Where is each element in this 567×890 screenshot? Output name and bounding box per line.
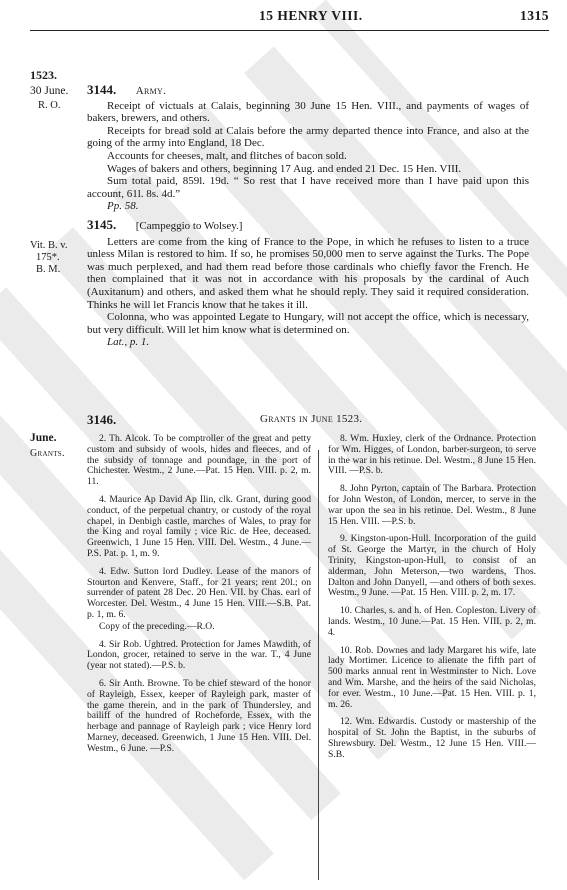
grant-item: 10. Charles, s. and h. of Hen. Copleston. Livery of lands. Westm., 10 June.—Pat. 15 Hen. VIII. p. 2, m. 4. — [328, 605, 536, 638]
entry-3144 — [87, 84, 529, 213]
grant-item: 12. Wm. Edwardis. Custody or mastership of the hospital of St. John the Baptist, in the suburbs of Shrewsbury. Del. Westm., 12 June 15 Hen. VIII.—S.B. — [328, 716, 536, 760]
grant-item: 8. Wm. Huxley, clerk of the Ordnance. Protection for Wm. Higges, of London, barber-surgeon, to serve in the war in his retinue. Del. Westm., 8 June 15 Hen. VIII. —P.S. b. — [328, 433, 536, 477]
grants-left-column — [87, 434, 311, 762]
grant-item: Copy of the preceding.—R.O. — [99, 620, 215, 632]
margin-date: 30 June. — [30, 85, 69, 97]
entry-3145 — [87, 219, 529, 349]
entry-heading-3144: Army. — [135, 85, 167, 97]
entry-3145-language: Lat., p. 1. — [107, 336, 150, 349]
grant-item: 2. Th. Alcok. To be comptroller of the great and petty custom and subsidy of wools, hides and fleeces, and of the subsidy of tonnage and poundage, in the port of Chichester. Westm., 2 June.—Pat. 15 Hen. VIII. p. 2, m. 11. — [87, 433, 311, 488]
margin-year: 1523. — [30, 68, 57, 82]
entry-3145-para-1: Letters are come from the king of France to the Pope, in which he refuses to listen to a truce unless Milan is restored to him. If so, he promises 50,000 men to serve against the Turks. The Pope was much perplexed, and had them read before those cardinals who chiefly favor the French. He then complained that it was not in accordance with his proposals by the cardinal of Auch (Auxitanum) and others, and asked them what he should reply. They said it required consideration. Thinks he will let Francis know that he takes it ill. — [87, 235, 529, 311]
entry-number-3144: 3144. — [87, 82, 117, 97]
margin-grants-label: Grants. — [30, 448, 65, 459]
column-divider — [318, 450, 319, 880]
grant-item: 4. Sir Rob. Ughtred. Protection for James Mawdith, of London, grocer, retained to serve in the war. T., 4 June (year not stated).—P.S. b. — [87, 638, 311, 672]
entry-3144-pages: Pp. 58. — [107, 200, 139, 213]
entry-3145-para-2: Colonna, who was appointed Legate to Hungary, will not accept the office, which is necessary, but very difficult. Will let him know what is determined on. — [87, 311, 529, 336]
grant-item: 9. Kingston-upon-Hull. Incorporation of the guild of St. George the Martyr, in the church of Holy Trinity, Kingston-upon-Hull, to consist of an alderman, John Meterson,—two wardens, Thos. Dalton and John Danyell, —and others of both sexes. Westm., 9 June. —Pat. 15 Hen. VIII. p. 2, m. 17. — [328, 533, 536, 599]
header-rule — [30, 30, 549, 31]
grants-right-column — [328, 434, 536, 768]
entry-3144-para-4: Wages of bakers and others, beginning 17 Aug. and ended 21 Dec. 15 Hen. VIII. — [107, 162, 462, 175]
entry-3146-heading-row — [87, 412, 529, 428]
entry-number-3145: 3145. — [87, 217, 117, 232]
entry-number-3146: 3146. — [87, 412, 117, 427]
margin-ref-3144: R. O. — [38, 100, 61, 111]
margin-ref-3145-a: Vit. B. v. — [30, 240, 68, 251]
entry-heading-3146: Grants in June 1523. — [260, 413, 363, 425]
margin-ref-3145-b: 175*. — [36, 252, 60, 263]
entry-heading-3145: [Campeggio to Wolsey.] — [135, 220, 243, 232]
entry-3144-para-3: Accounts for cheeses, malt, and flitches of bacon sold. — [107, 149, 347, 162]
margin-month-3146: June. — [30, 432, 57, 444]
grant-item: 4. Edw. Sutton lord Dudley. Lease of the manors of Stourton and Kenvere, Staff., for 21 years; rent 20l.; on surrender of patent 28 Dec. 20 Hen. VII. by Chas. earl of Worcester. Del. Westm., 4 June 15 Hen. VIII.—S.B. Pat. p. 1, m. 6. — [87, 565, 311, 620]
grant-item: 4. Maurice Ap David Ap Ilin, clk. Grant, during good conduct, of the perpetual chantry, or custody of the royal chapel, in Denbigh castle, marches of Wales, to pray for the King and royal family ; vice Ric. de Hee, deceased. Greenwich, 1 June 15 Hen. VIII. Del. Westm., 4 June.—P.S. Pat. p. 1, m. 9. — [87, 493, 311, 559]
grant-item: 10. Rob. Downes and lady Margaret his wife, late lady Mortimer. Licence to alienate the fifth part of 500 marks annual rent in Westminster to Nich. Love and Wm. Marshe, and the heirs of the said Nicholas, for ever. Westm., 10 June.—Pat. 15 Hen. VIII. p. 1, m. 26. — [328, 644, 536, 710]
grant-item: 6. Sir Anth. Browne. To be chief steward of the honor of Rayleigh, Essex, keeper of Rayleigh park, master of the game therein, and in the park of Thundersley, and bailiff of the hundred of Rocheforde, Essex, with the herbage and pannage of Rayleigh park ; vice Henry lord Marney, deceased. Greenwich, 1 June 15 Hen. VIII. Del. Westm., 6 June. —P.S. — [87, 677, 311, 754]
page-number: 1315 — [520, 8, 549, 23]
grant-item: 8. John Pyrton, captain of The Barbara. Protection for John Weston, of London, mercer, to serve in the war upon the sea in his retinue. Del. Westm., 8 June 15 Hen. VIII. —P.S. b. — [328, 483, 536, 527]
entry-3144-para-2: Receipts for bread sold at Calais before the army departed thence into France, and also at the going of the army into England, 18 Dec. — [87, 124, 529, 150]
entry-3144-para-1: Receipt of victuals at Calais, beginning 30 June 15 Hen. VIII., and payments of wages of bakers, brewers, and others. — [87, 99, 529, 125]
header-title: 15 HENRY VIII. — [259, 8, 363, 23]
running-header — [30, 8, 549, 26]
margin-label-3146 — [30, 448, 65, 460]
entry-3144-para-5: Sum total paid, 859l. 19d. “ So rest that I have received more than I have paid upon this account, 61l. 8s. 4d.” — [87, 175, 529, 200]
margin-ref-3145-c: B. M. — [36, 264, 61, 275]
